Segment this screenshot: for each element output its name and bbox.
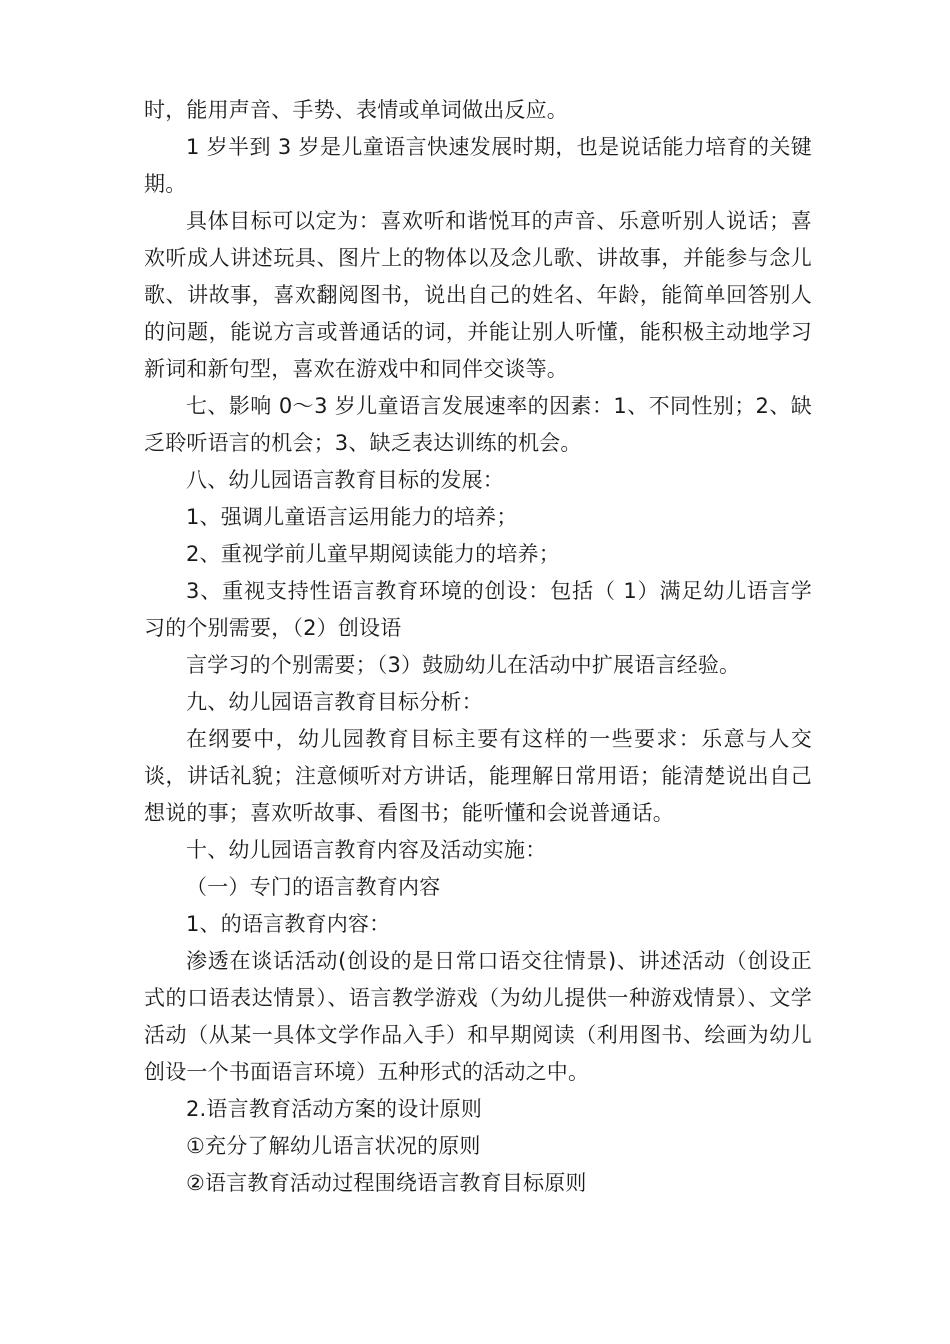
section-heading-8: 八、幼儿园语言教育目标的发展： [186,468,504,492]
principle-item-1: ①充分了解幼儿语言状况的原则 [186,1134,481,1158]
list-item-3: 3、重视支持性语言教育环境的创设：包括（ 1）满足幼儿语言学习的个别需要，（2）创设语 [144,579,812,640]
section-heading-10: 十、幼儿园语言教育内容及活动实施： [186,838,547,862]
principle-item-2: ②语言教育活动过程围绕语言教育目标原则 [186,1171,587,1195]
subsection-item-1: 1、的语言教育内容： [186,912,391,936]
paragraph-continuation: 时，能用声音、手势、表情或单词做出反应。 [144,98,568,122]
list-item-3-continuation: 言学习的个别需要；（3）鼓励幼儿在活动中扩展语言经验。 [186,653,741,677]
section-heading-9: 九、幼儿园语言教育目标分析： [186,690,483,714]
subsection-item-2: 2.语言教育活动方案的设计原则 [186,1097,483,1121]
subsection-heading-1: （一）专门的语言教育内容 [186,875,441,899]
paragraph-age-period: 1 岁半到 3 岁是儿童语言快速发展时期，也是说话能力培育的关键期。 [144,135,812,196]
section-heading-7: 七、影响 0～3 岁儿童语言发展速率的因素：1、不同性别；2、缺乏聆听语言的机会；3、缺乏表达训练的机会。 [144,394,812,455]
document-page [144,92,812,1202]
paragraph-outline-requirements: 在纲要中，幼儿园教育目标主要有这样的一些要求：乐意与人交谈，讲话礼貌；注意倾听对方讲话，能理解日常用语；能清楚说出自己想说的事；喜欢听故事、看图书；能听懂和会说普通话。 [144,727,812,825]
paragraph-activity-forms: 渗透在谈话活动(创设的是日常口语交往情景)、讲述活动（创设正式的口语表达情景）、语言教学游戏（为幼儿提供一种游戏情景）、文学活动（从某一具体文学作品入手）和早期阅读（利用图书、绘画为幼儿创设一个书面语言环境）五种形式的活动之中。 [144,949,812,1084]
paragraph-specific-goals: 具体目标可以定为：喜欢听和谐悦耳的声音、乐意听别人说话；喜欢听成人讲述玩具、图片上的物体以及念儿歌、讲故事，并能参与念儿歌、讲故事，喜欢翻阅图书，说出自己的姓名、年龄，能简单回答别人的问题，能说方言或普通话的词，并能让别人听懂，能积极主动地学习新词和新句型，喜欢在游戏中和同伴交谈等。 [144,209,812,381]
list-item-2: 2、重视学前儿童早期阅读能力的培养； [186,542,560,566]
list-item-1: 1、强调儿童语言运用能力的培养； [186,505,518,529]
